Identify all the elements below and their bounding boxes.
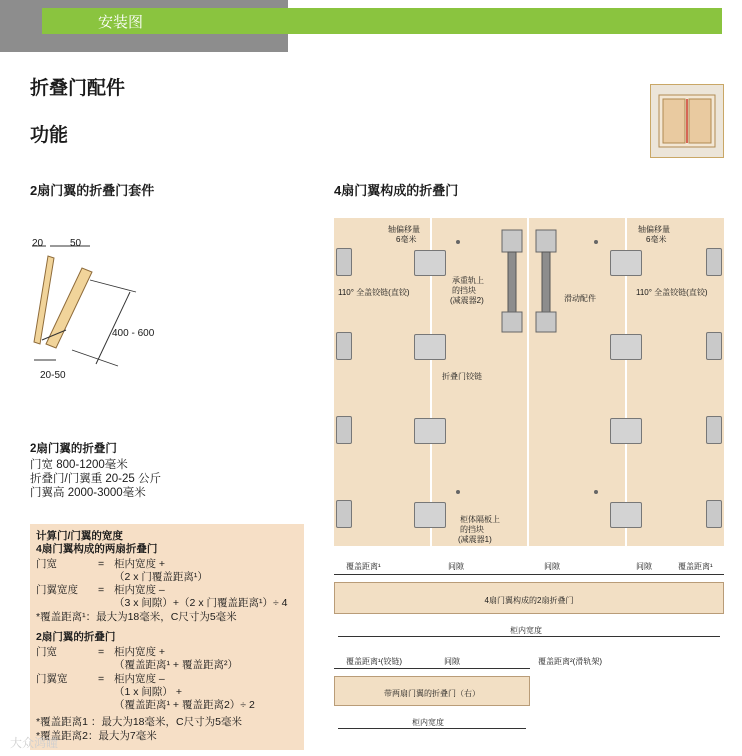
label-shift-left-value: 6毫米 [396, 235, 417, 244]
spec-line-1: 门宽 800-1200毫米 [30, 459, 128, 471]
calc2-row-3-eq: = [98, 673, 105, 685]
calc-title-3: 2扇门翼的折叠门 [36, 631, 116, 643]
dim-50: 50 [70, 238, 82, 249]
stop-dot-top-right [594, 240, 598, 244]
fold-hinge-left-3 [414, 418, 446, 444]
label-stop-top-1: 承重轨上 [452, 276, 484, 285]
fold-hinge-right-3 [610, 418, 642, 444]
strip1-gap-1: 间隙 [448, 562, 464, 571]
label-stop-bot-3: (减震器1) [458, 535, 492, 544]
page-title: 折叠门配件 [30, 78, 126, 99]
strip2-inner-line [338, 728, 526, 729]
spec-line-3: 门翼高 2000-3000毫米 [30, 487, 146, 499]
fold-hinge-right-2 [610, 334, 642, 360]
fold-hinge-left-4 [414, 502, 446, 528]
calc-title-1: 计算门/门翼的宽度 [36, 530, 123, 542]
strip1-inner-width: 柜内宽度 [510, 626, 542, 635]
hinge-right-2 [706, 332, 722, 360]
hinge-left-2 [336, 332, 352, 360]
right-title: 4扇门翼构成的折叠门 [334, 183, 459, 198]
hinge-right-1 [706, 248, 722, 276]
calc2-row-3-label: 门翼宽 [36, 673, 68, 685]
label-slide: 滑动配件 [564, 294, 596, 303]
section-title: 功能 [30, 125, 69, 146]
slide-fitting-icon [500, 228, 558, 338]
label-shift-right: 轴偏移量 [638, 225, 670, 234]
dim-20-50: 20-50 [40, 370, 66, 381]
strip2-bar [334, 676, 530, 706]
label-hinge-right: 110° 全盖铰链(直铰) [636, 288, 708, 297]
strip1-bar [334, 582, 724, 614]
strip2-cover-left: 覆盖距离¹(铰链) [346, 657, 402, 666]
label-shift-left: 轴偏移量 [388, 225, 420, 234]
four-door-diagram [334, 218, 724, 546]
kit-diagram [26, 232, 176, 382]
calc2-row-1-label: 门宽 [36, 646, 57, 658]
strip1-label: 4扇门翼构成的2扇折叠门 [484, 596, 574, 605]
calc-note-1: *覆盖距离¹：最大为18毫米，C尺寸为5毫米 [36, 611, 237, 623]
kit-title: 2扇门翼的折叠门套件 [30, 183, 155, 198]
calc-note-3: *覆盖距离2：最大为7毫米 [36, 730, 157, 742]
dim-400-600: 400 - 600 [112, 328, 155, 339]
calc-row-3-eq: = [98, 584, 105, 596]
calc-row-1-value: 柜内宽度 + [114, 558, 166, 570]
label-stop-top-3: (减震器2) [450, 296, 484, 305]
calc-title-2: 4扇门翼构成的两扇折叠门 [36, 543, 158, 555]
strip2-dim-line [334, 668, 530, 669]
label-fold-hinge: 折叠门铰链 [442, 372, 482, 381]
hinge-right-4 [706, 500, 722, 528]
fold-hinge-left-1 [414, 250, 446, 276]
fold-hinge-left-2 [414, 334, 446, 360]
label-stop-bot-2: 的挡块 [460, 525, 484, 534]
hinge-right-3 [706, 416, 722, 444]
strip1-dim-line [334, 574, 724, 575]
hinge-left-1 [336, 248, 352, 276]
stop-dot-bottom [456, 490, 460, 494]
calc2-row-3-value: 柜内宽度 – [114, 673, 165, 685]
label-shift-right-value: 6毫米 [646, 235, 667, 244]
strip1-gap-3: 间隙 [636, 562, 652, 571]
strip2-gap: 间隙 [444, 657, 460, 666]
header-bar [42, 8, 722, 34]
calc-row-1-label: 门宽 [36, 558, 57, 570]
label-stop-top-2: 的挡块 [452, 286, 476, 295]
calc2-row-5-value: （覆盖距离¹ + 覆盖距离2）÷ 2 [114, 699, 255, 711]
calc-panel [30, 524, 304, 750]
strip1-cover-left: 覆盖距离¹ [346, 562, 381, 571]
strip1-inner-line [338, 636, 720, 637]
strip2-cover-right: 覆盖距离²(滑轨架) [538, 657, 602, 666]
hinge-left-4 [336, 500, 352, 528]
fold-hinge-right-4 [610, 502, 642, 528]
watermark: 大众鸿瞳 [10, 736, 59, 750]
calc-row-4-value: （3 x 间隙）+（2 x 门覆盖距离¹）÷ 4 [114, 597, 288, 609]
calc-row-1-eq: = [98, 558, 105, 570]
calc-note-2: *覆盖距离1 ：最大为18毫米，C尺寸为5毫米 [36, 716, 242, 728]
strip2-inner-width: 柜内宽度 [412, 718, 444, 727]
hinge-left-3 [336, 416, 352, 444]
label-hinge-left: 110° 全盖铰链(直铰) [338, 288, 410, 297]
strip1-cover-right: 覆盖距离¹ [678, 562, 713, 571]
stop-dot-top [456, 240, 460, 244]
stop-dot-bottom-right [594, 490, 598, 494]
calc2-row-1-value: 柜内宽度 + [114, 646, 166, 658]
spec-line-2: 折叠门/门翼重 20-25 公斤 [30, 473, 161, 485]
calc2-row-4-value: （1 x 间隙） + [114, 686, 182, 698]
label-stop-bot-1: 柜体隔板上 [460, 515, 500, 524]
strip2-label: 带两扇门翼的折叠门（右） [384, 689, 480, 698]
spec-title: 2扇门翼的折叠门 [30, 443, 117, 455]
header-title: 安装图 [98, 14, 144, 31]
dim-20: 20 [32, 238, 44, 249]
fold-hinge-right-1 [610, 250, 642, 276]
cabinet-thumbnail [650, 84, 724, 158]
calc-row-2-value: （2 x 门覆盖距离¹） [114, 571, 208, 583]
calc2-row-2-value: （覆盖距离¹ + 覆盖距离²） [114, 659, 238, 671]
calc2-row-1-eq: = [98, 646, 105, 658]
calc-row-3-label: 门翼宽度 [36, 584, 78, 596]
strip1-gap-2: 间隙 [544, 562, 560, 571]
calc-row-3-value: 柜内宽度 – [114, 584, 165, 596]
